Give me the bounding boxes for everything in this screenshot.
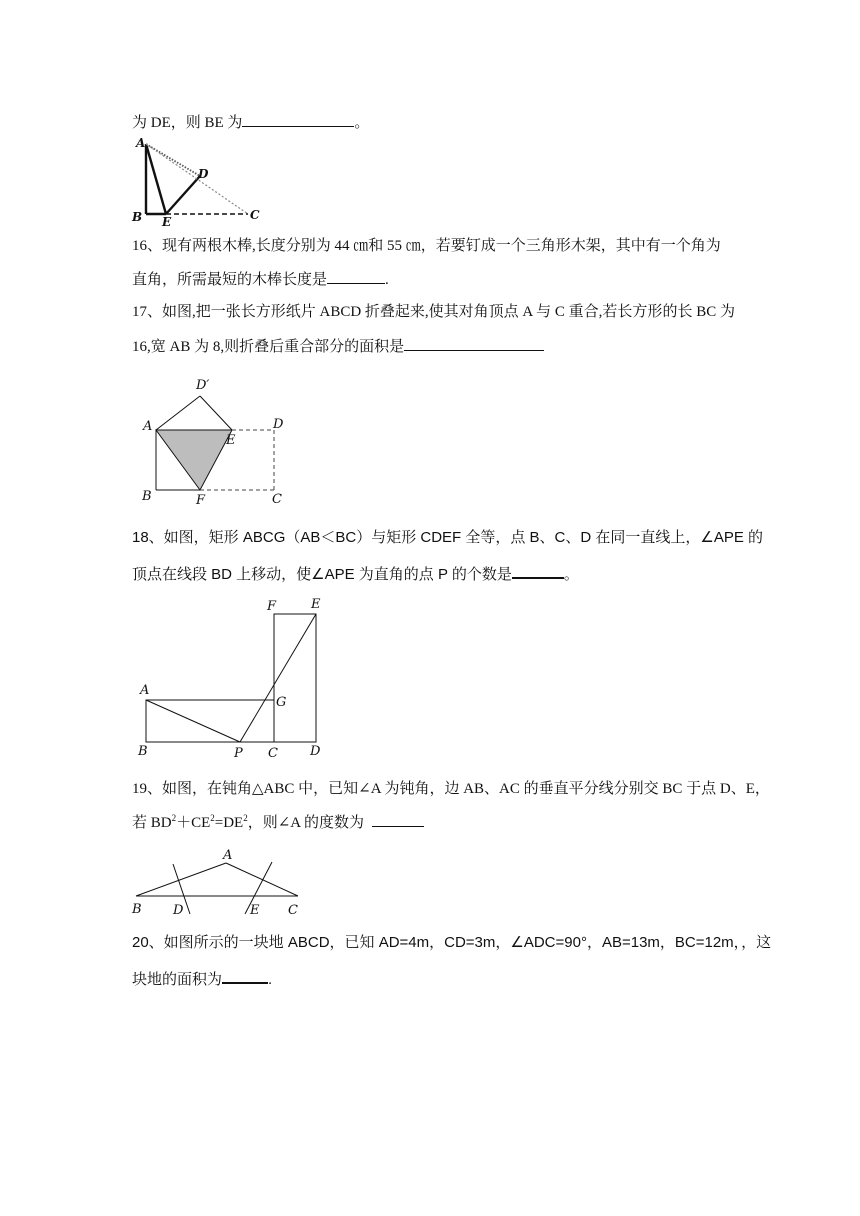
q20-end: . [268,971,273,988]
fig18-label-a: A [140,683,150,698]
fig18-rect-abcg [146,700,274,742]
q15-line [132,112,369,133]
fig19-seg-ab [136,863,226,896]
q19-answer-blank[interactable] [372,812,424,827]
fig17-label-f: F [196,493,206,508]
q17-answer-blank[interactable] [404,336,544,351]
fig18-label-b: B [138,744,148,759]
q16-line2 [132,269,389,290]
fig19-label-c: C [288,903,298,918]
q20-line2 [132,968,272,990]
q20-answer-blank[interactable] [222,968,268,984]
fig17-seg-d-prime-e [200,396,232,430]
q18-line2 [132,563,579,585]
q18-line1: 18、如图，矩形 ABCG（AB＜BC）与矩形 CDEF 全等，点 B、C、D 在同一直线上，∠APE 的 [132,529,764,546]
fig19-label-a: A [223,848,233,863]
q16-line2-text: 直角，所需最短的木棒长度是 [132,272,328,288]
fig19-seg-ac [226,863,298,896]
q16-answer-blank[interactable] [327,269,385,284]
fig18-seg-ap [146,700,240,742]
fig18-rect-cdef [274,614,316,742]
fig19-label-e: E [250,903,260,918]
q19-sup1: 2 [171,813,177,823]
q15-answer-blank[interactable] [242,112,354,127]
q16-end: . [385,272,389,288]
q18-answer-blank[interactable] [512,563,564,579]
q15-text: 为 DE，则 BE 为 [132,115,243,131]
fig19-label-b: B [132,902,142,917]
q17-line1: 17、如图,把一张长方形纸片 ABCD 折叠起来,使其对角顶点 A 与 C 重合,若长方形的长 BC 为 [132,304,735,320]
q17-line2-text: 16,宽 AB 为 8,则折叠后重合部分的面积是 [132,339,405,355]
q19-text-c: =DE [214,815,244,831]
fig15-label-d: D [198,167,209,181]
q19-text-a: 若 BD [132,815,172,831]
q19-sup3: 2 [243,813,248,823]
fig15-label-e: E [162,215,172,229]
fig17-label-d-prime: D′ [196,378,210,393]
fig15-diagram [130,136,270,229]
fig17-seg-ad-prime [156,396,200,430]
fig17-label-a: A [143,419,153,434]
fig17-overlap-region [156,430,232,490]
fig18-label-f: F [267,599,277,614]
fig15-label-a: A [136,136,146,150]
fig18-seg-pe [240,614,316,742]
fig18-label-c: C [268,746,278,761]
q20-line1: 20、如图所示的一块地 ABCD，已知 AD=4m，CD=3m，∠ADC=90°，AB=13m，BC=12m，，这 [132,934,772,951]
q18-line2-text: 顶点在线段 BD 上移动，使∠APE 为直角的点 P 的个数是 [132,566,512,583]
fig18-label-d: D [310,744,321,759]
fig19-label-d: D [173,903,184,918]
fig18-label-e: E [311,597,321,612]
fig18-diagram [130,594,340,764]
fig18-label-g: G [276,695,287,710]
fig19-diagram [130,846,310,920]
fig15-seg-ac [146,144,248,214]
q16-line1: 16、现有两根木棒,长度分别为 44 ㎝和 55 ㎝，若要钉成一个三角形木架，其中有一个角为 [132,238,721,254]
q19-text-d: ，则∠A 的度数为 [247,815,365,831]
q19-text-b: ＋CE [176,815,211,831]
fig17-label-b: B [142,489,152,504]
q19-line2 [132,812,424,833]
q17-line2 [132,336,544,357]
q18-end: 。 [563,566,579,583]
q19-line1: 19、如图，在钝角△ABC 中，已知∠A 为钝角，边 AB、AC 的垂直平分线分别交 BC 于点 D、E， [132,781,770,797]
fig17-label-e: E [226,433,236,448]
q19-sup2: 2 [210,813,215,823]
fig15-label-b: B [132,210,143,224]
q15-end: 。 [354,115,370,131]
q20-line2-text: 块地的面积为 [132,971,223,988]
fig15-label-c: C [250,208,260,222]
fig18-label-p: P [234,746,243,761]
fig17-label-d: D [273,417,284,432]
fig17-label-c: C [272,492,282,507]
fig17-diagram [140,374,300,506]
fig15-seg-ae [146,144,166,214]
fig15-seg-ed [166,176,200,214]
